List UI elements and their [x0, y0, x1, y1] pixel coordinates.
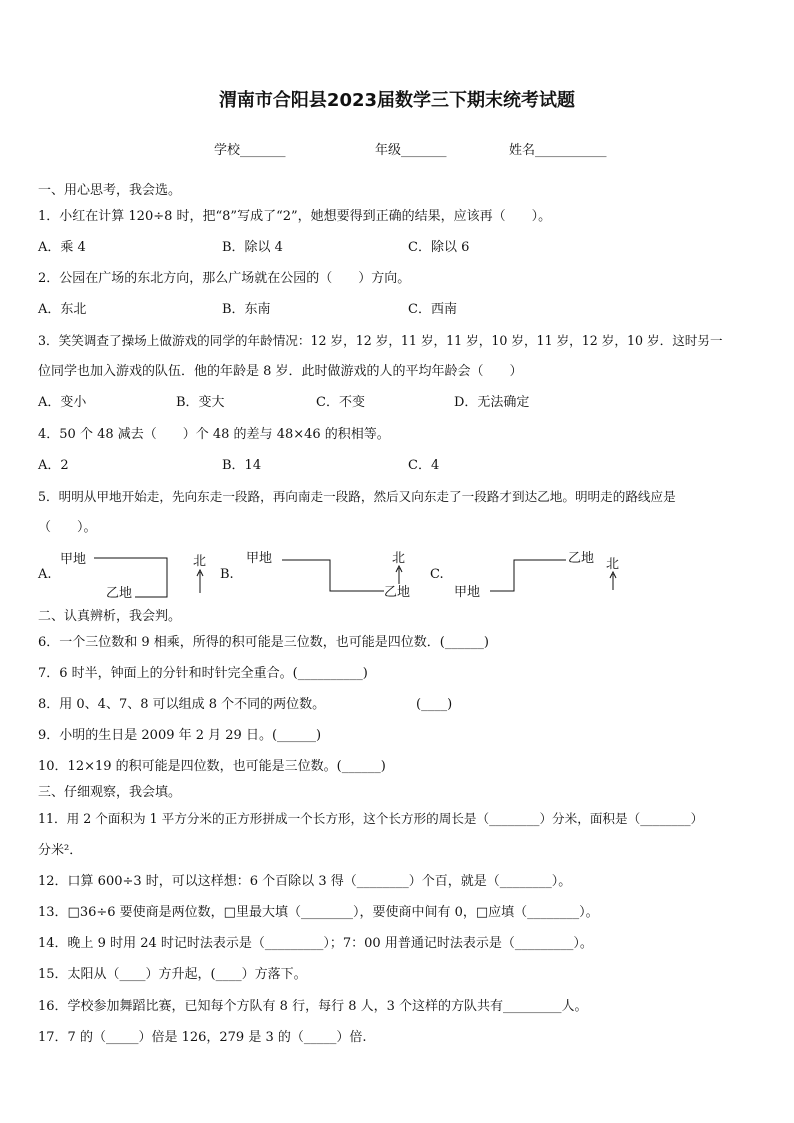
q3-option-c[interactable]: C．不变: [316, 395, 365, 410]
question-17: 17．7 的（_____）倍是 126，279 是 3 的（_____）倍.: [38, 1030, 367, 1045]
question-10: 10．12×19 的积可能是四位数，也可能是三位数。(______): [38, 759, 386, 774]
diagram-b-route-path: [282, 560, 384, 591]
q4-option-a[interactable]: A．2: [38, 458, 69, 473]
diagram-a-start-label: 甲地: [60, 552, 87, 567]
grade-field[interactable]: 年级_______: [375, 143, 447, 158]
q3-option-a[interactable]: A．变小: [38, 395, 87, 410]
diagram-b-end-label: 乙地: [384, 585, 411, 600]
question-13: 13．□36÷6 要使商是两位数，□里最大填（________），要使商中间有 0，□应填（________）。: [38, 905, 599, 920]
question-12: 12．口算 600÷3 时，可以这样想：6 个百除以 3 得（________）个百，就是（________）。: [38, 874, 572, 889]
question-8: 8．用 0、4、7、8 可以组成 8 个不同的两位数。: [38, 697, 326, 712]
question-14: 14．晚上 9 时用 24 时记时法表示是（_________）；7：00 用普通记时法表示是（_________）。: [38, 936, 593, 951]
page-title: 渭南市合阳县2023届数学三下期末统考试题: [218, 90, 576, 111]
q8-answer-blank[interactable]: (____): [416, 697, 453, 712]
question-5-line-2: （ ）。: [38, 520, 97, 535]
name-field[interactable]: 姓名___________: [509, 143, 607, 158]
q1-option-b[interactable]: B．除以 4: [222, 240, 283, 255]
question-7: 7．6 时半，钟面上的分针和时针完全重合。(__________): [38, 666, 368, 681]
section-heading-2: 二、认真辨析，我会判。: [38, 609, 182, 624]
q1-option-a[interactable]: A．乘 4: [38, 240, 86, 255]
q4-option-b[interactable]: B．14: [222, 458, 262, 473]
q2-option-b[interactable]: B．东南: [222, 302, 271, 317]
q1-option-c[interactable]: C．除以 6: [408, 240, 470, 255]
diagram-b-north-label: 北: [392, 551, 406, 566]
q5-option-b[interactable]: B.: [220, 567, 234, 582]
question-1: 1．小红在计算 120÷8 时，把“8”写成了“2”，她想要得到正确的结果，应该再（ ）。: [38, 209, 552, 224]
question-4: 4．50 个 48 减去（ ）个 48 的差与 48×46 的积相等。: [38, 427, 390, 442]
q3-option-d[interactable]: D．无法确定: [454, 395, 530, 410]
diagram-a-end-label: 乙地: [106, 586, 133, 601]
question-2: 2．公园在广场的东北方向，那么广场就在公园的（ ）方向。: [38, 271, 411, 286]
section-heading-1: 一、用心思考，我会选。: [38, 183, 182, 198]
q2-option-a[interactable]: A．东北: [38, 302, 87, 317]
question-6: 6．一个三位数和 9 相乘，所得的积可能是三位数，也可能是四位数．(______): [38, 635, 489, 650]
question-3-line-1: 3．笑笑调查了操场上做游戏的同学的年龄情况：12 岁，12 岁，11 岁，11 岁，10 岁，11 岁，12 岁，10 岁．这时另一: [38, 333, 723, 348]
diagram-c-end-label: 乙地: [568, 551, 595, 566]
question-5-line-1: 5．明明从甲地开始走，先向东走一段路，再向南走一段路，然后又向东走了一段路才到达乙地。明明走的路线应是: [38, 489, 676, 504]
diagram-c-north-label: 北: [606, 557, 620, 572]
diagram-b-start-label: 甲地: [246, 551, 273, 566]
question-9: 9．小明的生日是 2009 年 2 月 29 日。(______): [38, 728, 322, 743]
q2-option-c[interactable]: C．西南: [408, 302, 457, 317]
question-16: 16．学校参加舞蹈比赛，已知每个方队有 8 行，每行 8 人，3 个这样的方队共有_________人。: [38, 999, 588, 1014]
question-3-line-2: 位同学也加入游戏的队伍．他的年龄是 8 岁．此时做游戏的人的平均年龄会（ ）: [38, 364, 523, 379]
q4-option-c[interactable]: C．4: [408, 458, 440, 473]
q5-route-diagrams: [0, 540, 794, 610]
diagram-c-start-label: 甲地: [454, 585, 481, 600]
question-11-line-1: 11．用 2 个面积为 1 平方分米的正方形拼成一个长方形，这个长方形的周长是（________）分米，面积是（________）: [38, 811, 704, 826]
diagram-c-route-path: [490, 560, 566, 591]
question-11-line-2: 分米²．: [38, 843, 83, 858]
diagram-a-north-label: 北: [193, 554, 207, 569]
q5-option-c[interactable]: C.: [430, 567, 444, 582]
question-15: 15．太阳从（____）方升起，(____）方落下。: [38, 967, 307, 982]
q5-option-a[interactable]: A.: [38, 567, 52, 582]
q3-option-b[interactable]: B．变大: [176, 395, 225, 410]
school-field[interactable]: 学校_______: [214, 143, 286, 158]
section-heading-3: 三、仔细观察，我会填。: [38, 785, 182, 800]
